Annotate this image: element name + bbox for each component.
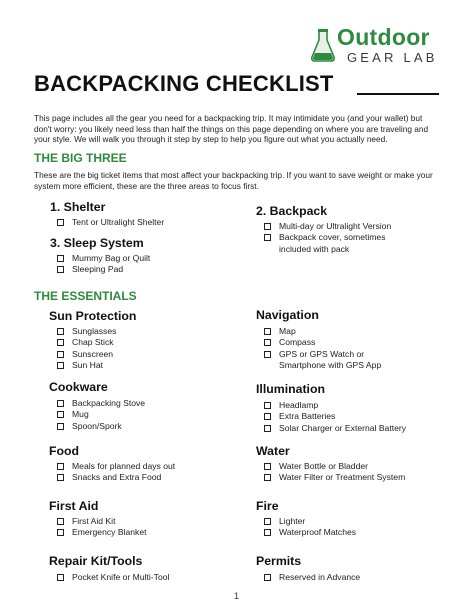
checklist-item[interactable]: Mug	[55, 409, 145, 420]
checklist-item[interactable]: Sun Hat	[55, 360, 116, 371]
checkbox[interactable]	[264, 425, 271, 432]
checkbox[interactable]	[264, 518, 271, 525]
checklist-item[interactable]: Sunscreen	[55, 349, 116, 360]
checklist-item[interactable]: GPS or GPS Watch or	[262, 349, 381, 360]
checklist-first-aid	[55, 516, 147, 539]
checkbox[interactable]	[264, 339, 271, 346]
checkbox[interactable]	[264, 402, 271, 409]
outdoor-gear-lab-logo	[310, 26, 445, 70]
checklist-item[interactable]: Backpack cover, sometimes	[262, 232, 391, 243]
checklist-item[interactable]: Backpacking Stove	[55, 398, 145, 409]
checkbox[interactable]	[57, 463, 64, 470]
checkbox[interactable]	[57, 255, 64, 262]
checklist-shelter	[55, 217, 164, 228]
checklist-item[interactable]: Water Filter or Treatment System	[262, 472, 405, 483]
checkbox[interactable]	[264, 351, 271, 358]
page-number: 1	[234, 591, 240, 601]
checkbox[interactable]	[264, 574, 271, 581]
checklist-backpack	[262, 221, 391, 255]
page-title: BACKPACKING CHECKLIST	[34, 71, 334, 96]
section-heading-big-three: THE BIG THREE	[34, 151, 127, 165]
checkbox[interactable]	[264, 474, 271, 481]
checklist-cookware	[55, 398, 145, 432]
checklist-item[interactable]: Solar Charger or External Battery	[262, 423, 406, 434]
checklist-item[interactable]: Lighter	[262, 516, 356, 527]
checkbox[interactable]	[57, 266, 64, 273]
checkbox[interactable]	[264, 463, 271, 470]
checklist-item[interactable]: Spoon/Spork	[55, 421, 145, 432]
checkbox[interactable]	[57, 400, 64, 407]
group-title-navigation: Navigation	[256, 308, 319, 322]
logo-word: Outdoor	[337, 24, 430, 50]
checkbox[interactable]	[57, 518, 64, 525]
group-title-sleep-system: 3. Sleep System	[50, 236, 144, 250]
checkbox[interactable]	[57, 362, 64, 369]
group-title-cookware: Cookware	[49, 380, 108, 394]
checklist-item[interactable]: Map	[262, 326, 381, 337]
checklist-item[interactable]: Tent or Ultralight Shelter	[55, 217, 164, 228]
group-title-repair-kit: Repair Kit/Tools	[49, 554, 143, 568]
group-title-fire: Fire	[256, 499, 279, 513]
group-title-illumination: Illumination	[256, 382, 325, 396]
big-three-description: These are the big ticket items that most affect your backpacking trip. If you want to save weight or make your system more efficient, these are the three areas to focus first.	[34, 170, 433, 191]
checkbox[interactable]	[57, 219, 64, 226]
title-underline	[357, 93, 439, 95]
checklist-fire	[262, 516, 356, 539]
section-heading-essentials: THE ESSENTIALS	[34, 289, 137, 303]
checkbox[interactable]	[57, 423, 64, 430]
checklist-navigation	[262, 326, 381, 371]
checkbox[interactable]	[57, 529, 64, 536]
checkbox[interactable]	[264, 529, 271, 536]
checklist-item[interactable]: Emergency Blanket	[55, 527, 147, 538]
checkbox[interactable]	[264, 328, 271, 335]
group-title-backpack: 2. Backpack	[256, 204, 328, 218]
checklist-item[interactable]: Snacks and Extra Food	[55, 472, 175, 483]
checklist-item-continuation: included with pack	[279, 243, 350, 254]
checklist-item[interactable]: Compass	[262, 337, 381, 348]
checklist-illumination	[262, 400, 406, 434]
checklist-repair-kit	[55, 572, 169, 583]
group-title-food: Food	[49, 444, 80, 458]
checklist-item-continuation: Smartphone with GPS App	[279, 359, 382, 370]
checklist-item[interactable]: Chap Stick	[55, 337, 116, 348]
checklist-item[interactable]: Reserved in Advance	[262, 572, 360, 583]
group-title-water: Water	[256, 444, 290, 458]
checklist-item[interactable]: Sunglasses	[55, 326, 116, 337]
group-title-first-aid: First Aid	[49, 499, 99, 513]
checklist-item[interactable]: Mummy Bag or Quilt	[55, 253, 150, 264]
checklist-item[interactable]: Waterproof Matches	[262, 527, 356, 538]
checklist-item[interactable]: Sleeping Pad	[55, 264, 150, 275]
checklist-food	[55, 461, 175, 484]
checklist-item[interactable]: First Aid Kit	[55, 516, 147, 527]
checkbox[interactable]	[264, 223, 271, 230]
checklist-item[interactable]: Headlamp	[262, 400, 406, 411]
checkbox[interactable]	[57, 574, 64, 581]
flask-icon	[310, 28, 336, 62]
checklist-sun-protection	[55, 326, 116, 371]
checkbox[interactable]	[57, 411, 64, 418]
checklist-item[interactable]: Multi-day or Ultralight Version	[262, 221, 391, 232]
checklist-item[interactable]: Extra Batteries	[262, 411, 406, 422]
checkbox[interactable]	[57, 474, 64, 481]
checkbox[interactable]	[264, 234, 271, 241]
checklist-sleep-system	[55, 253, 150, 276]
logo-subtitle: GEAR LAB	[347, 50, 438, 65]
checklist-item[interactable]: Pocket Knife or Multi-Tool	[55, 572, 169, 583]
checkbox[interactable]	[57, 339, 64, 346]
checklist-item[interactable]: Meals for planned days out	[55, 461, 175, 472]
group-title-permits: Permits	[256, 554, 302, 568]
group-title-sun-protection: Sun Protection	[49, 309, 137, 323]
checkbox[interactable]	[57, 351, 64, 358]
checklist-item[interactable]: Water Bottle or Bladder	[262, 461, 405, 472]
group-title-shelter: 1. Shelter	[50, 200, 106, 214]
checklist-permits	[262, 572, 360, 583]
checkbox[interactable]	[57, 328, 64, 335]
intro-paragraph: This page includes all the gear you need for a backpacking trip. It may intimidate you (and your wallet) but don't worry: you likely need less than half the things on this page depending on where you are traveling and your style. We will walk you through it step by step to help you figure out what you actually need.	[34, 113, 429, 144]
checkbox[interactable]	[264, 413, 271, 420]
checklist-water	[262, 461, 405, 484]
